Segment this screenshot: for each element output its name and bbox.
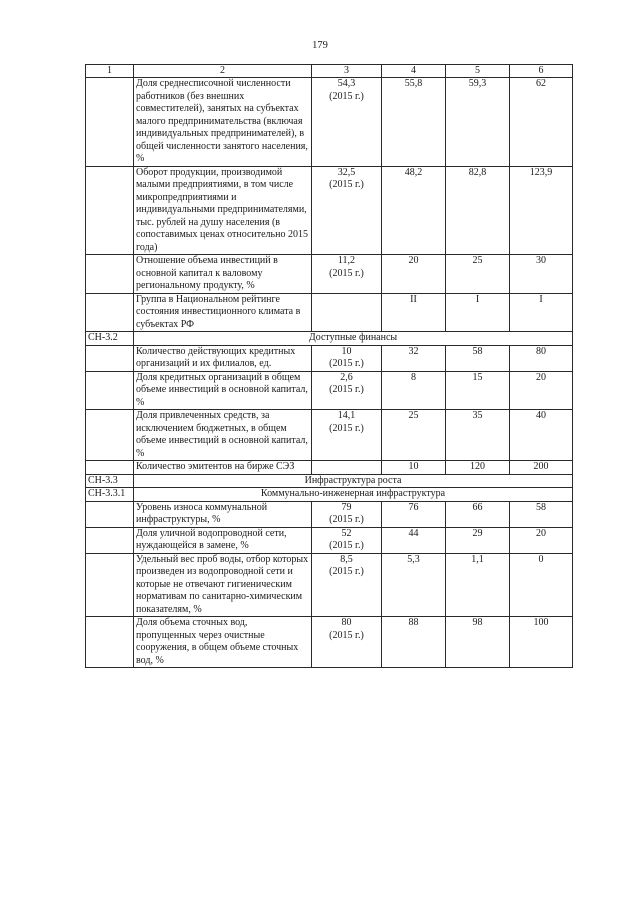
table-row — [86, 255, 573, 294]
target-value-3: I — [510, 293, 573, 332]
target-value-3: 58 — [510, 501, 573, 527]
base-year: (2015 г.) — [329, 514, 364, 525]
base-value-cell — [312, 78, 382, 167]
row-code — [86, 78, 134, 167]
base-value-cell — [312, 617, 382, 668]
base-value: 8,5 — [340, 553, 353, 565]
target-value-1: 10 — [382, 461, 446, 475]
indicator-name: Доля кредитных организаций в общем объеме инвестиций в основной капитал, % — [134, 371, 312, 410]
target-value-2: I — [446, 293, 510, 332]
header-col-6: 6 — [510, 65, 573, 78]
section-code: СН-3.3.1 — [86, 488, 134, 502]
table-row — [86, 501, 573, 527]
target-value-3: 40 — [510, 410, 573, 461]
header-col-2: 2 — [134, 65, 312, 78]
target-value-1: 44 — [382, 527, 446, 553]
target-value-2: 120 — [446, 461, 510, 475]
table-row — [86, 553, 573, 617]
target-value-2: 29 — [446, 527, 510, 553]
target-value-1: 25 — [382, 410, 446, 461]
target-value-1: 76 — [382, 501, 446, 527]
target-value-3: 123,9 — [510, 166, 573, 255]
target-value-3: 20 — [510, 371, 573, 410]
base-year: (2015 г.) — [329, 422, 364, 434]
base-value: 80 — [341, 617, 352, 628]
row-code — [86, 166, 134, 255]
row-code — [86, 371, 134, 410]
target-value-2: 1,1 — [446, 553, 510, 617]
base-year: (2015 г.) — [329, 540, 364, 551]
base-value-cell — [312, 553, 382, 617]
base-year: (2015 г.) — [329, 629, 364, 641]
header-row — [86, 65, 573, 78]
target-value-2: 25 — [446, 255, 510, 294]
target-value-1: II — [382, 293, 446, 332]
indicator-name: Доля уличной водопроводной сети, нуждающейся в замене, % — [134, 527, 312, 553]
base-year: (2015 г.) — [329, 384, 364, 395]
table-row — [86, 461, 573, 475]
base-year: (2015 г.) — [329, 358, 364, 369]
header-col-1: 1 — [86, 65, 134, 78]
page-number: 179 — [312, 40, 328, 51]
section-code: СН-3.2 — [86, 332, 134, 346]
base-value: 11,2 — [337, 255, 356, 266]
target-value-1: 8 — [382, 371, 446, 410]
base-value-cell — [312, 501, 382, 527]
target-value-1: 20 — [382, 255, 446, 294]
row-code — [86, 345, 134, 371]
indicator-name: Доля объема сточных вод, пропущенных через очистные сооружения, в общем объеме сточных вод, % — [134, 617, 312, 668]
base-value-cell — [312, 255, 382, 294]
table-row — [86, 166, 573, 255]
target-value-1: 55,8 — [382, 78, 446, 167]
row-code — [86, 461, 134, 475]
target-value-1: 32 — [382, 345, 446, 371]
indicator-name: Группа в Национальном рейтинге состояния инвестиционного климата в субъектах РФ — [134, 293, 312, 332]
table-row — [86, 371, 573, 410]
base-value: 14,1 — [337, 410, 356, 421]
section-title: Инфраструктура роста — [134, 474, 573, 488]
target-value-3: 100 — [510, 617, 573, 668]
target-value-3: 30 — [510, 255, 573, 294]
base-value-cell — [312, 410, 382, 461]
indicator-name: Удельный вес проб воды, отбор которых произведен из водопроводной сети и которые не отвечают гигиеническим нормативам по санитарно-химическим показателям, % — [134, 553, 312, 617]
target-value-2: 59,3 — [446, 78, 510, 167]
indicator-name: Оборот продукции, производимой малыми предприятиями, в том числе микропредприятиями и индивидуальными предпринимателями, тыс. рублей на душу населения (в сопоставимых ценах относительно 2015 года) — [134, 166, 312, 255]
target-value-1: 88 — [382, 617, 446, 668]
base-value: 79 — [341, 501, 352, 513]
section-title: Коммунально-инженерная инфраструктура — [134, 488, 573, 502]
target-value-3: 0 — [510, 553, 573, 617]
section-row — [86, 488, 573, 502]
header-col-5: 5 — [446, 65, 510, 78]
row-code — [86, 255, 134, 294]
target-value-2: 82,8 — [446, 166, 510, 255]
row-code — [86, 293, 134, 332]
base-value-cell — [312, 371, 382, 410]
indicator-name: Количество эмитентов на бирже СЭЗ — [134, 461, 312, 475]
indicators-table — [85, 64, 573, 668]
base-value: 32,5 — [337, 166, 356, 178]
base-value-cell — [312, 461, 382, 475]
table-row — [86, 410, 573, 461]
table-row — [86, 617, 573, 668]
row-code — [86, 617, 134, 668]
table-row — [86, 78, 573, 167]
section-row — [86, 332, 573, 346]
target-value-3: 80 — [510, 345, 573, 371]
target-value-3: 200 — [510, 461, 573, 475]
base-value-cell — [312, 527, 382, 553]
indicator-name: Уровень износа коммунальной инфраструктуры, % — [134, 501, 312, 527]
base-value-cell — [312, 166, 382, 255]
base-value: 10 — [341, 345, 352, 357]
header-col-3: 3 — [312, 65, 382, 78]
target-value-1: 48,2 — [382, 166, 446, 255]
target-value-2: 58 — [446, 345, 510, 371]
target-value-2: 98 — [446, 617, 510, 668]
target-value-2: 15 — [446, 371, 510, 410]
base-value: 52 — [341, 527, 352, 539]
indicator-name: Доля привлеченных средств, за исключением бюджетных, в общем объеме инвестиций в основной капитал, % — [134, 410, 312, 461]
row-code — [86, 501, 134, 527]
base-year: (2015 г.) — [329, 566, 364, 577]
table-row — [86, 527, 573, 553]
row-code — [86, 553, 134, 617]
indicator-name: Отношение объема инвестиций в основной капитал к валовому региональному продукту, % — [134, 255, 312, 294]
target-value-1: 5,3 — [382, 553, 446, 617]
target-value-3: 20 — [510, 527, 573, 553]
base-year: (2015 г.) — [329, 179, 364, 190]
row-code — [86, 527, 134, 553]
indicator-name: Количество действующих кредитных организаций и их филиалов, ед. — [134, 345, 312, 371]
target-value-3: 62 — [510, 78, 573, 167]
indicator-name: Доля среднесписочной численности работников (без внешних совместителей), занятых на субъектах малого предпринимательства (включая индивидуальных предпринимателей), в общей численности занятого населения, % — [134, 78, 312, 167]
section-row — [86, 474, 573, 488]
base-value: 2,6 — [340, 371, 353, 383]
base-value: 54,3 — [337, 78, 356, 89]
target-value-2: 66 — [446, 501, 510, 527]
base-year: (2015 г.) — [329, 90, 364, 102]
table-row — [86, 293, 573, 332]
header-col-4: 4 — [382, 65, 446, 78]
target-value-2: 35 — [446, 410, 510, 461]
section-code: СН-3.3 — [86, 474, 134, 488]
base-value-cell — [312, 293, 382, 332]
base-year: (2015 г.) — [329, 267, 364, 279]
section-title: Доступные финансы — [134, 332, 573, 346]
row-code — [86, 410, 134, 461]
table-row — [86, 345, 573, 371]
base-value-cell — [312, 345, 382, 371]
